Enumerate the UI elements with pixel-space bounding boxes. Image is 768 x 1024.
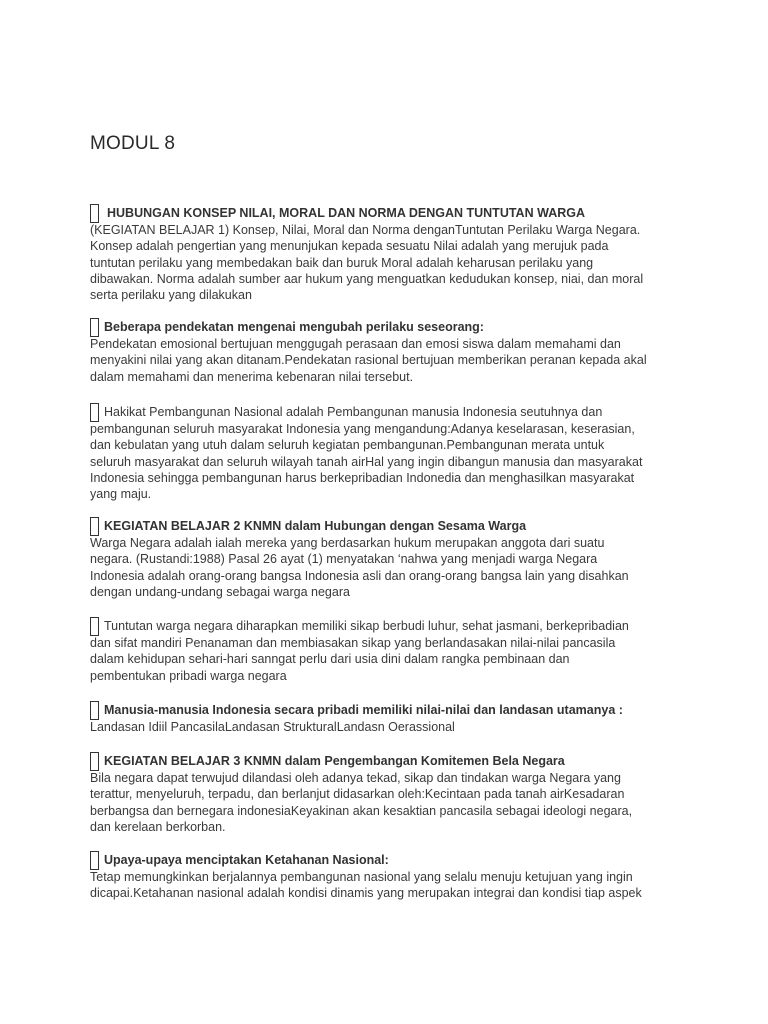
section-kegiatan-belajar-3 (90, 751, 690, 835)
section-heading (90, 700, 690, 719)
body-line: tuntutan perilaku yang membedakan baik dan buruk Moral adalah keharusan perilaku yang (90, 255, 594, 270)
body-line: pembangunan seluruh masyarakat Indonesia yang mengandung:Adanya keselarasan, keserasian, (90, 422, 635, 436)
section-tuntutan-warga (90, 616, 690, 684)
heading-text: HUBUNGAN KONSEP NILAI, MORAL DAN NORMA DENGAN TUNTUTAN WARGA (107, 205, 585, 220)
checkbox-icon (90, 318, 99, 337)
section-heading (90, 402, 690, 421)
checkbox-icon (90, 851, 99, 870)
body-line: serta perilaku yang dilakukan (90, 288, 252, 303)
body-line: seluruh masyarakat dan seluruh wilayah tanah airHal yang ingin dibangun manusia dan masyarakat (90, 454, 643, 469)
heading-text: Manusia-manusia Indonesia secara pribadi memiliki nilai-nilai dan landasan utamanya : (104, 702, 623, 717)
body-line: dalam memahami dan menerima kebenaran nilai tersebut. (90, 369, 414, 384)
section-kegiatan-belajar-2 (90, 516, 690, 600)
section-pendekatan (90, 317, 690, 385)
body-line: terattur, menyeluruh, terpadu, dan berlanjut didasarkan oleh:Kecintaan pada tanah airKesadaran (90, 787, 625, 802)
body-line: Landasan Idiil PancasilaLandasan StrukturalLandasn Oerassional (90, 720, 455, 734)
checkbox-icon (90, 617, 99, 636)
body-line: dan sifat mandiri Penanaman dan membiasakan sikap yang berlandasakan nilai-nilai pancasila (90, 636, 616, 650)
section-body (90, 719, 690, 735)
body-line: dan kerelaan berkorban. (90, 819, 226, 834)
heading-text: Hakikat Pembangunan Nasional adalah Pembangunan manusia Indonesia seutuhnya dan (104, 404, 603, 419)
section-body (90, 336, 690, 385)
section-heading (90, 616, 690, 635)
section-hakikat-pembangunan (90, 402, 690, 502)
section-heading (90, 203, 690, 222)
body-line: dalam kehidupan sehari-hari sanngat perlu dari usia dini dalam rangka pembinaan dan (90, 652, 570, 667)
body-line: dengan undang-undang sebagai warga negara (90, 584, 350, 599)
checkbox-icon (90, 752, 99, 771)
body-line: Konsep adalah pengertian yang menunjukan kepada sesuatu Nilai adalah yang merujuk pada (90, 239, 609, 254)
section-konsep-nilai (90, 203, 690, 303)
heading-text: Beberapa pendekatan mengenai mengubah perilaku seseorang: (104, 319, 484, 334)
body-line: yang maju. (90, 487, 152, 502)
checkbox-icon (90, 701, 99, 720)
heading-text: Tuntutan warga negara diharapkan memiliki sikap berbudi luhur, sehat jasmani, berkepribadian (104, 618, 629, 633)
body-line: Indonesia adalah orang-orang bangsa Indonesia asli dan orang-orang bangsa lain yang disahkan (90, 568, 629, 583)
section-body (90, 222, 690, 303)
section-heading (90, 317, 690, 336)
body-line: berbangsa dan bernegara indonesiaKeyakinan akan kesaktian pancasila sebagai ideologi negara, (90, 803, 633, 818)
body-line: dibawakan. Norma adalah sumber aar hukum yang menguatkan kedudukan konsep, niai, dan moral (90, 271, 644, 286)
section-body (90, 869, 690, 902)
body-line: (KEGIATAN BELAJAR 1) Konsep, Nilai, Moral dan Norma denganTuntutan Perilaku Warga Negara. (90, 223, 641, 237)
body-line: menyakini nilai yang akan ditanam.Pendekatan rasional bertujuan memberikan peranan kepada akal (90, 353, 647, 368)
section-heading (90, 850, 690, 869)
body-line: pembentukan pribadi warga negara (90, 668, 287, 683)
body-line: Indonesia sehingga pembangunan harus berkepribadian Indonedia dan menghasilkan masyarakat (90, 470, 635, 485)
heading-text: KEGIATAN BELAJAR 3 KNMN dalam Pengembangan Komitemen Bela Negara (104, 753, 565, 768)
heading-text: Upaya-upaya menciptakan Ketahanan Nasional: (104, 852, 389, 867)
body-line: Warga Negara adalah ialah mereka yang berdasarkan hukum merupakan anggota dari suatu (90, 536, 605, 550)
checkbox-icon (90, 403, 99, 422)
body-line: Pendekatan emosional bertujuan menggugah perasaan dan emosi siswa dalam memahami dan (90, 337, 621, 351)
checkbox-icon (90, 517, 99, 536)
checkbox-icon (90, 204, 99, 223)
section-heading (90, 516, 690, 535)
body-line: Bila negara dapat terwujud dilandasi oleh adanya tekad, sikap dan tindakan warga Negara yang (90, 771, 621, 785)
document-title: MODUL 8 (90, 133, 176, 154)
body-line: dicapai.Ketahanan nasional adalah kondisi dinamis yang merupakan integrai dan kondisi tiap aspek (90, 886, 642, 901)
section-body (90, 635, 690, 684)
section-body (90, 535, 690, 600)
section-manusia-indonesia (90, 700, 690, 735)
section-body (90, 770, 690, 835)
body-line: negara. (Rustandi:1988) Pasal 26 ayat (1) menyatakan ‘nahwa yang menjadi warga Negara (90, 552, 598, 567)
section-body (90, 421, 690, 502)
heading-text: KEGIATAN BELAJAR 2 KNMN dalam Hubungan dengan Sesama Warga (104, 518, 527, 533)
section-ketahanan-nasional (90, 850, 690, 902)
section-heading (90, 751, 690, 770)
body-line: dan kebulatan yang utuh dalam seluruh kegiatan pembangunan.Pembangunan merata untuk (90, 438, 605, 453)
body-line: Tetap memungkinkan berjalannya pembangunan nasional yang selalu menuju ketujuan yang ingin (90, 870, 633, 884)
